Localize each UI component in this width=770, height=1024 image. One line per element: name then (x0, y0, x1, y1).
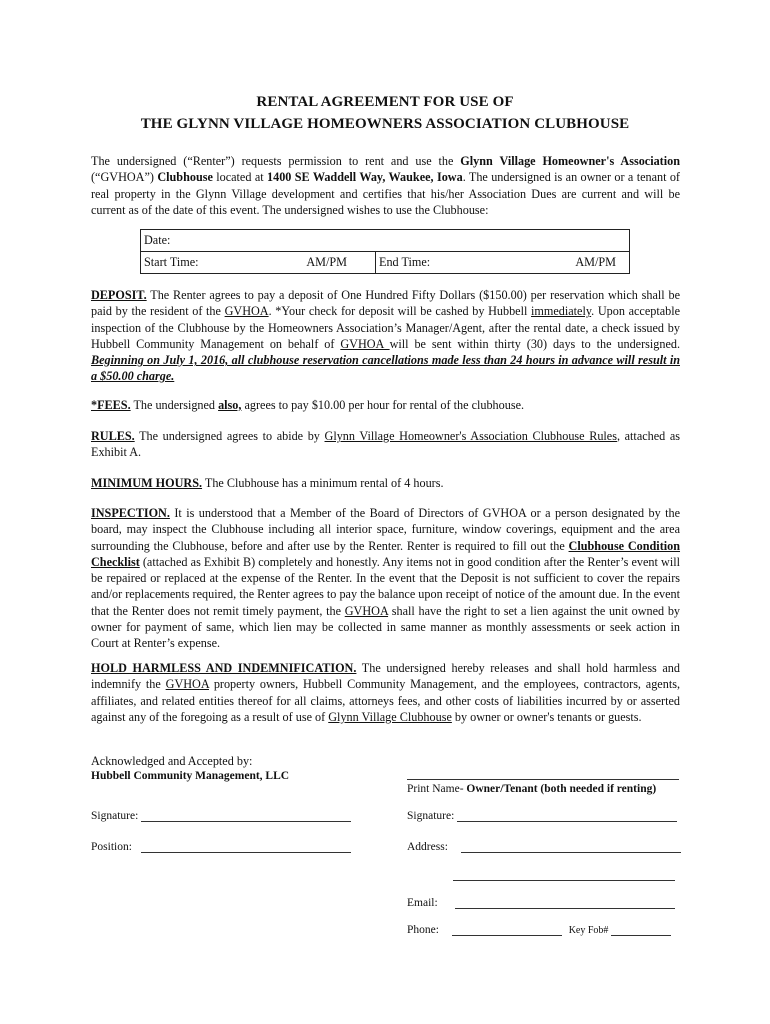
date-field[interactable]: Date: (141, 230, 630, 252)
print-name-line[interactable] (407, 779, 679, 780)
end-time-field[interactable]: End Time: AM/PM (376, 252, 630, 274)
hold-harmless-paragraph: HOLD HARMLESS AND INDEMNIFICATION. The undersigned hereby releases and shall hold harmless and indemnify the GVHOA property owners, Hubbell Community Management, and the employees, contractors, agents, affiliates, and related entities thereof for all claims, attorneys fees, and other costs of liabilities incurred by or asserted against any of the foregoing as a result of use of Glynn Village Clubhouse by owner or owner's tenants or guests. (91, 661, 680, 724)
event-details-table (140, 229, 630, 274)
signature-right-field: Signature: (407, 810, 677, 822)
signature-left-field: Signature: (91, 810, 351, 822)
fees-paragraph: *FEES. The undersigned also, agrees to pay $10.00 per hour for rental of the clubhouse. (91, 398, 525, 412)
position-field: Position: (91, 841, 351, 853)
address-line-2[interactable] (453, 880, 675, 881)
company-name: Hubbell Community Management, LLC (91, 770, 290, 782)
signature-left-line[interactable] (141, 820, 351, 822)
cancellation-warning: Beginning on July 1, 2016, all clubhouse reservation cancellations made less than 24 hours in advance will result in a $50.00 charge. (91, 353, 680, 384)
acknowledged-label: Acknowledged and Accepted by: (91, 754, 253, 768)
rules-paragraph: RULES. The undersigned agrees to abide by Glynn Village Homeowner's Association Clubhouse Rules, attached as Exhibit A. (91, 429, 681, 460)
key-fob-line[interactable] (611, 934, 671, 936)
phone-field: Phone: Key Fob# (407, 924, 671, 936)
signature-right-line[interactable] (457, 820, 677, 822)
position-line[interactable] (141, 851, 351, 853)
start-time-field[interactable]: Start Time: AM/PM (141, 252, 376, 274)
email-field: Email: (407, 897, 675, 909)
deposit-heading: DEPOSIT. (91, 288, 147, 302)
email-line[interactable] (455, 907, 675, 909)
phone-line[interactable] (452, 934, 562, 936)
inspection-paragraph: INSPECTION. It is understood that a Member of the Board of Directors of GVHOA or a person designated by the board, may inspect the Clubhouse including all interior space, furniture, window coverings, equipment and the area surrounding the Clubhouse, before and after use by the Renter. Renter is required to fill out the Clubhouse Condition Checklist (attached as Exhibit B) completely and honestly. Any items not in good condition after the Renter’s event will be repaired or replaced at the expense of the Renter. In the event that the Deposit is not sufficient to cover the repairs and/or replacements required, the Renter agrees to pay the balance upon receipt of notice of the amount due. In the event that the Renter does not remit timely payment, the GVHOA shall have the right to set a lien against the unit owned by owner for payment of same, which lien may be collected in same manner as monthly assessments or seek action in Court at Renter’s expense. (91, 506, 681, 651)
title-line-1: RENTAL AGREEMENT FOR USE OF (256, 94, 514, 110)
print-name-label: Print Name- Owner/Tenant (both needed if renting) (407, 783, 657, 795)
intro-paragraph: The undersigned (“Renter”) requests permission to rent and use the Glynn Village Homeowner's Association (“GVHOA”) Clubhouse located at 1400 SE Waddell Way, Waukee, Iowa. The undersigned is an owner or a tenant of real property in the Glynn Village development and certifies that his/her Association Dues are current and will be current as of the date of this event. The undersigned wishes to use the Clubhouse: (91, 154, 680, 217)
deposit-paragraph: DEPOSIT. The Renter agrees to pay a deposit of One Hundred Fifty Dollars ($150.00) per reservation which shall be paid by the resident of the GVHOA. *Your check for deposit will be cashed by Hubbell immediately. Upon acceptable inspection of the Clubhouse by the Homeowners Association’s Manager/Agent, after the rental date, a check issued by Hubbell Community Management on behalf of GVHOA will be sent within thirty (30) days to the undersigned. Beginning on July 1, 2016, all clubhouse reservation cancellations made less than 24 hours in advance will result in a $50.00 charge. (91, 288, 681, 384)
address-field: Address: (407, 841, 681, 853)
minimum-hours-paragraph: MINIMUM HOURS. The Clubhouse has a minimum rental of 4 hours. (91, 476, 444, 490)
address-line[interactable] (461, 851, 681, 853)
title-line-2: THE GLYNN VILLAGE HOMEOWNERS ASSOCIATION CLUBHOUSE (140, 116, 630, 132)
